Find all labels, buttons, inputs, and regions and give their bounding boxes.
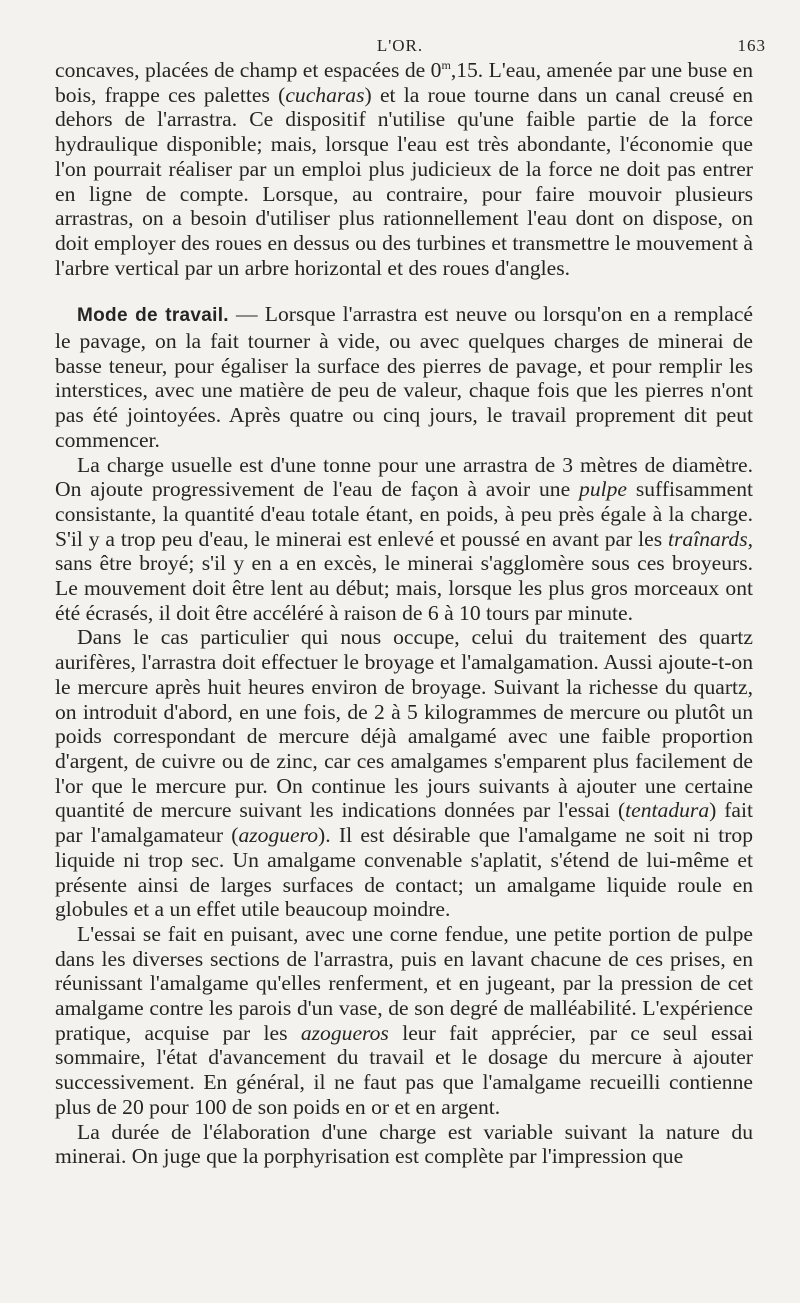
- italic-term: pulpe: [579, 477, 627, 502]
- paragraph-duree: [55, 1120, 753, 1169]
- section-heading: Mode de travail.: [77, 305, 229, 327]
- paragraph-charge: [55, 453, 753, 626]
- text-run: La charge usuelle est d'une tonne pour une arrastra de 3 mètres de diamètre. On ajoute progressivement de l'eau de façon à avoir une: [55, 452, 753, 502]
- paragraph-mode-de-travail: [55, 302, 753, 452]
- text-run: sans être broyé; s'il y en a en excès, le minerai s'agglomère sous ces broyeurs. Le mouvement doit être lent au début; mais, lorsque les plus gros morceaux ont été écrasés, il doit être accéléré à raison de 6 à 10 tours par minute.: [55, 551, 753, 625]
- text-run: ) et la roue tourne dans un canal creusé en dehors de l'arrastra. Ce dispositif n'utilise qu'une faible partie de la force hydraulique disponible; mais, lorsque l'eau est très abondante, l'économie que l'on pourrait réaliser par un emploi plus judicieux de la force ne doit pas entrer en ligne de compte. Lorsque, au contraire, pour faire mouvoir plusieurs arrastras, on a besoin d'utiliser plus rationnellement l'eau dont on dispose, on doit employer des roues en dessus ou des turbines et transmettre le mouvement à l'arbre vertical par un arbre horizontal et des roues d'angles.: [55, 82, 753, 280]
- italic-term: azoguero: [238, 823, 319, 848]
- paragraph-essai: [55, 922, 753, 1120]
- italic-term: tentadura: [625, 798, 710, 823]
- page-number: 163: [737, 36, 766, 55]
- italic-term: cucharas: [285, 82, 365, 107]
- text-run: Dans le cas particulier qui nous occupe, celui du traitement des quartz aurifères, l'arrastra doit effectuer le broyage et l'amalgamation. Aussi ajoute-t-on le mercure après huit heures environ de broyage. Suivant la richesse du quartz, on introduit d'abord, en une fois, de 2 à 5 kilogrammes de mercure ou plutôt un poids correspondant de mercure déjà amalgamé avec une faible proportion d'argent, de cuivre ou de zinc, car ces amalgames s'emparent plus facilement de l'or que le mercure pur. On continue les jours suivants à ajouter une certaine quantité de mercure suivant les indications données par l'essai (: [55, 625, 753, 823]
- paragraph-amalgamation: [55, 625, 753, 921]
- text-run: ) fait par l'amalgamateur (: [55, 798, 753, 848]
- italic-term: traînards,: [668, 526, 753, 551]
- body-text: [55, 58, 753, 1169]
- superscript-unit: m: [441, 57, 451, 72]
- paragraph-water-wheel: [55, 58, 753, 280]
- text-run: La durée de l'élaboration d'une charge est variable suivant la nature du minerai. On juge que la porphyrisation est complète par l'impression que: [55, 1119, 753, 1169]
- text-run: ,15. L'eau, amenée par une buse en bois, frappe ces palettes (: [55, 58, 753, 107]
- text-run: suffisamment consistante, la quantité d'eau totale étant, en poids, à peu près égale à la charge. S'il y a trop peu d'eau, le minerai est enlevé et poussé en avant par les: [55, 477, 753, 551]
- text-run: L'essai se fait en puisant, avec une corne fendue, une petite portion de pulpe dans les diverses sections de l'arrastra, puis en lavant chacune de ces prises, en réunissant l'amalgame qu'elles renferment, et en jugeant, par la pression de cet amalgame contre les parois d'un vase, de son degré de malléabilité. L'expérience pratique, acquise par les: [55, 921, 753, 1045]
- text-run: concaves, placées de champ et espacées de 0: [55, 58, 442, 82]
- italic-term: azogueros: [300, 1020, 389, 1045]
- text-run: ). Il est désirable que l'amalgame ne soit ni trop liquide ni trop sec. Un amalgame convenable s'aplatit, s'étend de lui-même et présente ainsi de larges surfaces de contact; un amalgame liquide roule en globules et a un effet utile beaucoup moindre.: [55, 823, 754, 922]
- text-run: — Lorsque l'arrastra est neuve ou lorsqu'on en a remplacé le pavage, on la fait tourner à vide, ou avec quelques charges de minerai de basse teneur, pour égaliser la surface des pierres de pavage, et pour remplir les interstices, avec une matière de peu de valeur, chaque fois que les pierres n'ont pas été jointoyées. Après quatre ou cinq jours, le travail proprement dit peut commencer.: [55, 302, 753, 452]
- text-run: leur fait apprécier, par ce seul essai sommaire, l'état d'avancement du travail et le dosage du mercure à ajouter successivement. En général, il ne faut pas que l'amalgame recueilli contienne plus de 20 pour 100 de son poids en or et en argent.: [55, 1020, 753, 1119]
- running-title: L'OR.: [376, 36, 424, 55]
- running-head: [0, 36, 800, 56]
